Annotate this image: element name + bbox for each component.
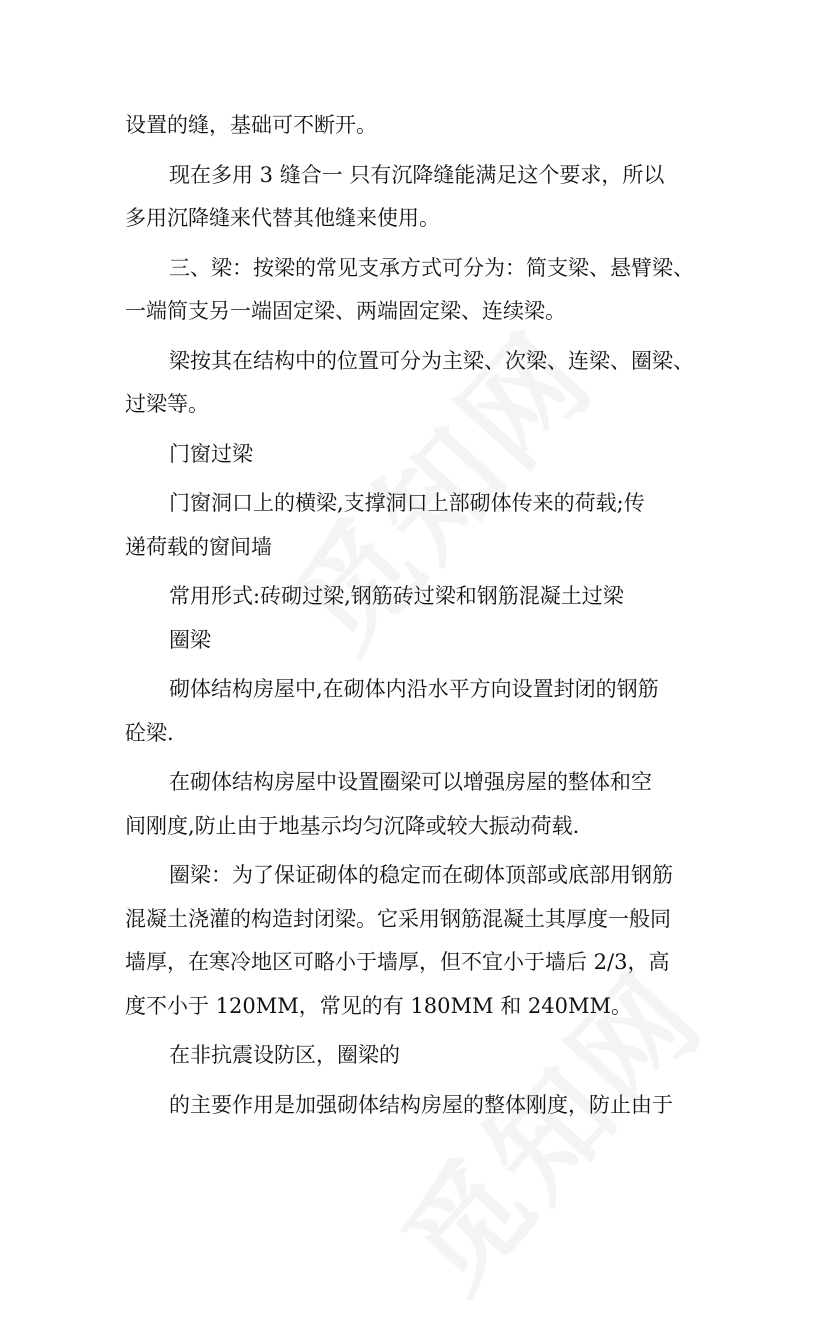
- text-line: 梁按其在结构中的位置可分为主梁、次梁、连梁、圈梁、: [169, 348, 694, 373]
- text-line: 砼梁.: [125, 720, 174, 745]
- text-line: 间刚度,防止由于地基示均匀沉降或较大振动荷载.: [125, 813, 580, 838]
- paragraph-4: [125, 340, 710, 427]
- paragraph-3: [125, 247, 710, 334]
- text-line: 过梁等。: [125, 392, 209, 416]
- text-line: 圈梁：为了保证砌体的稳定而在砌体顶部或底部用钢筋: [169, 863, 673, 887]
- paragraph-2: [125, 154, 710, 241]
- text-line: 混凝土浇灌的构造封闭梁。它采用钢筋混凝土其厚度一般同: [125, 906, 671, 931]
- text-line: 在非抗震设防区，圈梁的: [169, 1043, 400, 1067]
- text-line: 多用沉降缝来代替其他缝来使用。: [125, 206, 440, 230]
- text-line: 门窗洞口上的横梁,支撑洞口上部砌体传来的荷载;传: [169, 491, 645, 515]
- text-line: 砌体结构房屋中,在砌体内沿水平方向设置封闭的钢筋: [169, 677, 659, 701]
- text-line: 墙厚，在寒冷地区可略小于墙厚，但不宜小于墙后 2/3，高: [125, 950, 670, 974]
- paragraph-non-seismic: [125, 1034, 710, 1078]
- paragraph-lintel-forms: [125, 575, 710, 619]
- text-line: 常用形式:砖砌过梁,钢筋砖过梁和钢筋混凝土过梁: [169, 584, 624, 608]
- heading-ring-beam: [125, 619, 710, 663]
- text-line: 的主要作用是加强砌体结构房屋的整体刚度，防止由于: [169, 1092, 673, 1117]
- text-line: 递荷载的窗间墙: [125, 534, 272, 559]
- paragraph-main-function: [125, 1084, 710, 1128]
- text-line: 三、梁：按梁的常见支承方式可分为：简支梁、悬臂梁、: [169, 255, 694, 280]
- paragraph-ring-beam-purpose: [125, 761, 710, 848]
- text-line: 现在多用 3 缝合一 只有沉降缝能满足这个要求，所以: [169, 162, 665, 187]
- text-line: 在砌体结构房屋中设置圈梁可以增强房屋的整体和空: [169, 770, 652, 794]
- heading-lintel: [125, 433, 710, 477]
- paragraph-ring-beam-definition: [125, 668, 710, 755]
- paragraph-ring-beam-detail: [125, 854, 710, 1028]
- text-line: 一端简支另一端固定梁、两端固定梁、连续梁。: [125, 299, 566, 323]
- paragraph-1: [125, 104, 710, 148]
- text-line: 门窗过梁: [169, 441, 253, 466]
- text-line: 圈梁: [169, 627, 211, 652]
- document-body: [125, 104, 710, 1127]
- paragraph-lintel-definition: [125, 482, 710, 569]
- text-line: 设置的缝，基础可不断开。: [125, 113, 377, 137]
- text-line: 度不小于 120MM，常见的有 180MM 和 240MM。: [125, 993, 632, 1018]
